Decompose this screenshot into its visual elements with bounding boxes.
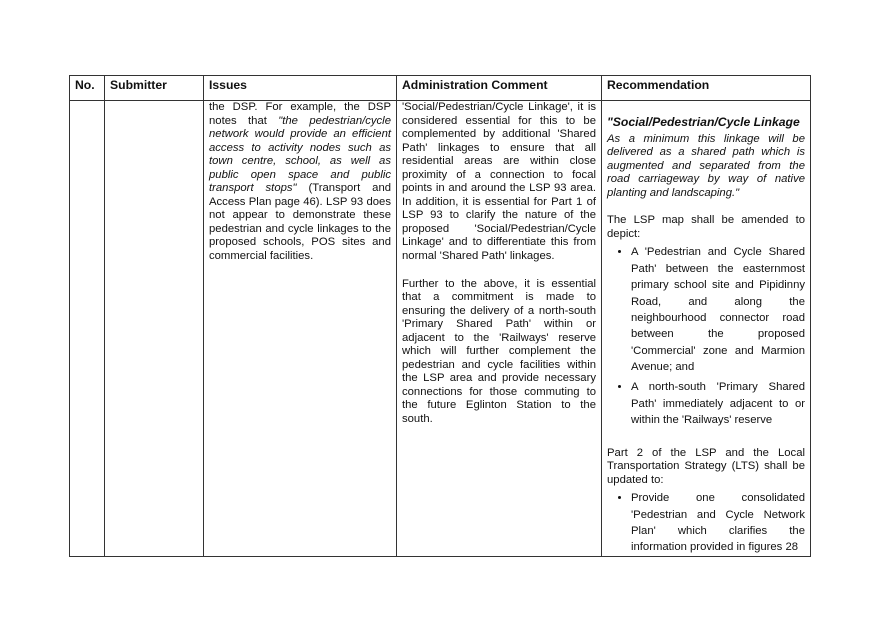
cell-recommendation <box>602 101 811 557</box>
list-item: • A 'Pedestrian and Cycle Shared Path' between the easternmost primary school site and Pipidinny Road, and along the neighbourhood connector road between the proposed 'Commercial' zone and Marmion Avenue; and <box>631 244 805 375</box>
table-header-row <box>70 76 811 101</box>
header-recommendation: Recommendation <box>602 76 811 101</box>
header-issues: Issues <box>204 76 397 101</box>
recommendation-title: "Social/Pedestrian/Cycle Linkage <box>607 115 800 129</box>
issues-quote: "the pedestrian/cycle network would provide an efficient access to activity nodes such as town centre, school, as well as public open space and public transport stops" <box>209 114 391 195</box>
cell-issues <box>204 101 397 557</box>
admin-comment-paragraph-2: Further to the above, it is essential that a commitment is made to ensuring the delivery of a north-south 'Primary Shared Path' within or adjacent to the 'Railways' reserve which will further complement the pedestrian and cycle facilities within the LSP area and provide necessary connections for those commuting to the future Eglinton Station to the south. <box>402 277 596 426</box>
admin-comment-paragraph-1: 'Social/Pedestrian/Cycle Linkage', it is considered essential for this to be complemented by additional 'Shared Path' linkages to ensure that all residential areas are within close proximity of a connection to focal points in and around the LSP 93 area. In addition, it is essential for Part 1 of LSP 93 to clarify the nature of the proposed 'Social/Pedestrian/Cycle Linkage' and to differentiate this from normal 'Shared Path' linkages. <box>402 101 596 263</box>
header-administration-comment: Administration Comment <box>397 76 602 101</box>
list-item: • Provide one consolidated 'Pedestrian and Cycle Network Plan' which clarifies the information provided in figures 28 <box>631 490 805 556</box>
header-no: No. <box>70 76 105 101</box>
list-item: • A north-south 'Primary Shared Path' immediately adjacent to or within the 'Railways' reserve <box>631 379 805 428</box>
issues-text <box>209 101 391 264</box>
issues-text-before: the DSP. For example, the DSP notes that <box>209 101 391 127</box>
issues-text-after: (Transport and Access Plan page 46). LSP 93 does not appear to demonstrate these pedestrian and cycle linkages to the proposed schools, POS sites and commercial facilities. <box>209 182 392 263</box>
submissions-table <box>69 75 811 557</box>
recommendation-part2-list <box>607 490 805 556</box>
header-submitter: Submitter <box>105 76 204 101</box>
table-row <box>70 101 811 557</box>
recommendation-map-list <box>607 244 805 428</box>
recommendation-quote: As a minimum this linkage will be delivered as a shared path which is augmented and separated from the road carriageway by way of native planting and landscaping." <box>607 132 805 199</box>
recommendation-map-intro: The LSP map shall be amended to depict: <box>607 214 805 240</box>
recommendation-part2-intro: Part 2 of the LSP and the Local Transportation Strategy (LTS) shall be updated to: <box>607 446 805 486</box>
cell-administration-comment <box>397 101 602 557</box>
cell-submitter <box>105 101 204 557</box>
cell-no <box>70 101 105 557</box>
